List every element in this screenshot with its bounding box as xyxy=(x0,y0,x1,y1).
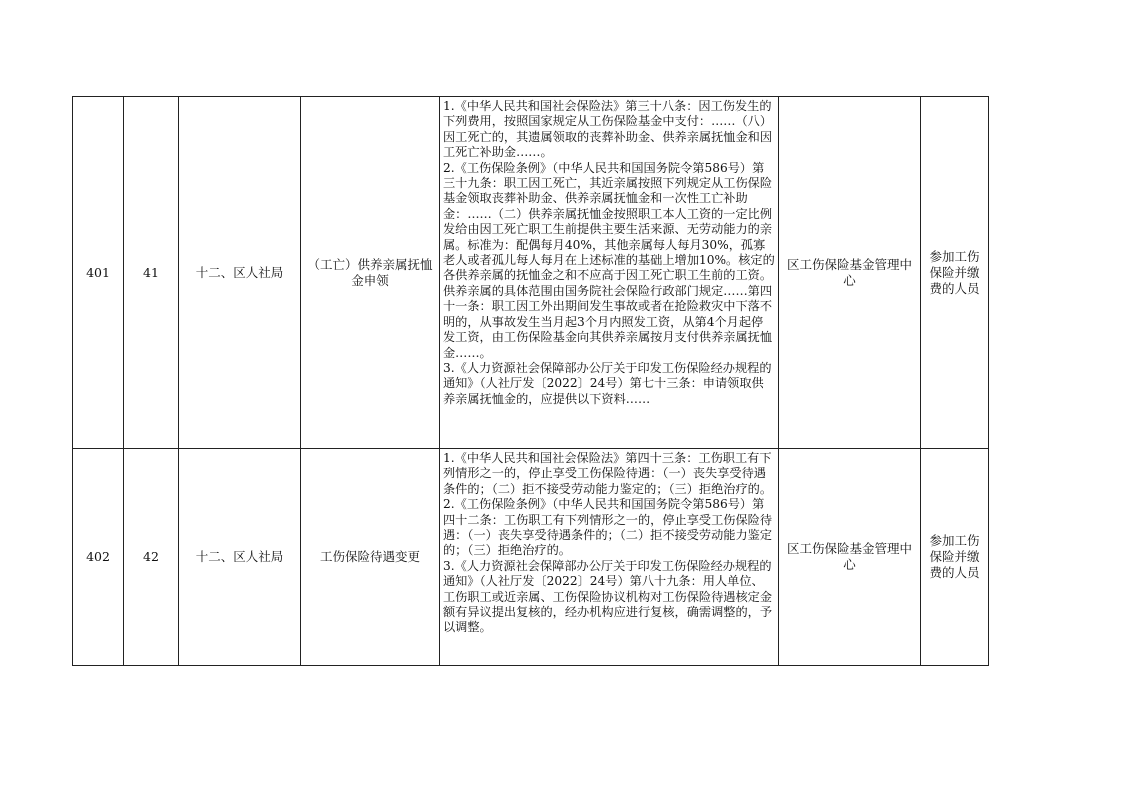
legal-basis-cell xyxy=(440,97,779,449)
legal-basis-paragraph: 3.《人力资源社会保障部办公厅关于印发工伤保险经办规程的通知》（人社厅发〔2022〕24号）第七十三条：申请领取供养亲属抚恤金的，应提供以下资料…… xyxy=(443,360,772,406)
sub-seq-cell: 41 xyxy=(124,97,179,449)
legal-basis-cell xyxy=(440,449,779,666)
legal-basis-paragraph: 1.《中华人民共和国社会保险法》第四十三条：工伤职工有下列情形之一的，停止享受工伤保险待遇：（一）丧失享受待遇条件的；（二）拒不接受劳动能力鉴定的；（三）拒绝治疗的。 xyxy=(443,451,773,496)
target-cell: 参加工伤保险并缴费的人员 xyxy=(921,449,989,666)
legal-basis-paragraph: 1.《中华人民共和国社会保险法》第三十八条：因工伤发生的下列费用，按照国家规定从工伤保险基金中支付：……（八）因工死亡的，其遗属领取的丧葬补助金、供养亲属抚恤金和因工死亡补助金……。 xyxy=(443,99,773,160)
seq-cell: 402 xyxy=(73,449,124,666)
legal-basis-paragraph: 2.《工伤保险条例》（中华人民共和国国务院令第586号）第四十二条：工伤职工有下列情形之一的，停止享受工伤保险待遇：（一）丧失享受待遇条件的；（二）拒不接受劳动能力鉴定的；（三）拒绝治疗的。 xyxy=(443,497,773,558)
target-cell: 参加工伤保险并缴费的人员 xyxy=(921,97,989,449)
sub-seq-cell: 42 xyxy=(124,449,179,666)
service-items-table xyxy=(72,96,989,666)
agency-cell: 区工伤保险基金管理中心 xyxy=(779,449,921,666)
item-name-cell: 工伤保险待遇变更 xyxy=(301,449,440,666)
agency-cell: 区工伤保险基金管理中心 xyxy=(779,97,921,449)
legal-basis-paragraph: 3.《人力资源社会保障部办公厅关于印发工伤保险经办规程的通知》（人社厅发〔2022〕24号）第八十九条：用人单位、工伤职工或近亲属、工伤保险协议机构对工伤保险待遇核定金额有异议提出复核的，经办机构应进行复核，确需调整的，予以调整。 xyxy=(443,558,773,635)
department-cell: 十二、区人社局 xyxy=(179,97,301,449)
legal-basis-paragraph: 2.《工伤保险条例》（中华人民共和国国务院令第586号）第三十九条：职工因工死亡，其近亲属按照下列规定从工伤保险基金领取丧葬补助金、供养亲属抚恤金和一次性工亡补助金：……（二）供养亲属抚恤金按照职工本人工资的一定比例发给由因工死亡职工生前提供主要生活来源、无劳动能力的亲属。标准为：配偶每月40%，其他亲属每人每月30%，孤寡老人或者孤儿每人每月在上述标准的基础上增加10%。核定的各供养亲属的抚恤金之和不应高于因工死亡职工生前的工资。供养亲属的具体范围由国务院社会保险行政部门规定……第四十一条：职工因工外出期间发生事故或者在抢险救灾中下落不明的，从事故发生当月起3个月内照发工资，从第4个月起停发工资，由工伤保险基金向其供养亲属按月支付供养亲属抚恤金……。 xyxy=(443,160,775,360)
seq-cell: 401 xyxy=(73,97,124,449)
department-cell: 十二、区人社局 xyxy=(179,449,301,666)
table-row xyxy=(73,449,989,666)
table-row xyxy=(73,97,989,449)
item-name-cell: （工亡）供养亲属抚恤金申领 xyxy=(301,97,440,449)
